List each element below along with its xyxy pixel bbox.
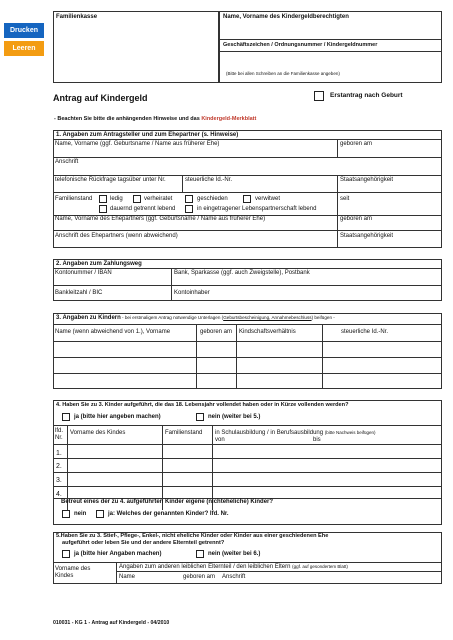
- dauernd-checkbox[interactable]: [99, 205, 107, 213]
- s3-col-name: Name (wenn abweichend von 1.), Vorname: [55, 329, 171, 335]
- dauernd-label: dauernd getrennt lebend: [110, 206, 176, 212]
- s4-col-familienstand: Familienstand: [165, 430, 203, 436]
- s4-ja-label: ja (bitte hier angeben machen): [74, 414, 161, 420]
- ehepartner-name-label: Name, Vorname des Ehepartners (ggf. Geburtsname / Name aus früherer Ehe): [55, 216, 266, 222]
- geschieden-checkbox[interactable]: [185, 195, 193, 203]
- s4-row-4: 4.: [56, 491, 62, 498]
- merkblatt-link[interactable]: Kindergeld-Merkblatt: [201, 116, 257, 122]
- s2-title: 2. Angaben zum Zahlungsweg: [56, 261, 142, 267]
- s5-kindes: Kindes: [55, 573, 74, 579]
- s4-ja2-checkbox[interactable]: [96, 510, 104, 518]
- s3-title: 3. Angaben zu Kindern - bei erstmaligem Antrag notwendige Unterlagen (Geburtsbescheinigung, Annahmebeschluss) beifügen -: [56, 315, 335, 321]
- s4-nein2-label: nein: [74, 511, 87, 517]
- erstantrag-checkbox[interactable]: [314, 91, 324, 101]
- page-title: Antrag auf Kindergeld: [53, 93, 148, 103]
- s4-col-von: von: [215, 437, 225, 443]
- ledig-label: ledig: [110, 196, 123, 202]
- ledig-checkbox[interactable]: [99, 195, 107, 203]
- s4-col-bis: bis: [313, 437, 321, 443]
- s4-title: 4. Haben Sie zu 3. Kinder aufgeführt, die das 18. Lebensjahr vollendet haben oder in Kürze vollenden werden?: [56, 402, 349, 408]
- s5-title: 5.Haben Sie zu 3. Stief-, Pflege-, Enkel-, nicht eheliche Kinder oder Kinder aus einer geschiedenen Ehe: [56, 533, 329, 539]
- s1-title: 1. Angaben zum Antragsteller und zum Ehepartner (s. Hinweise): [56, 132, 239, 138]
- s1-steuer-label: steuerliche Id.-Nr.: [185, 177, 233, 183]
- s4-col-nr: Nr.: [55, 435, 63, 441]
- geschaeftszeichen-label: Geschäftszeichen / Ordnungsnummer / Kindergeldnummer: [223, 42, 378, 48]
- s1-staat-label: Staatsangehörigkeit: [340, 177, 394, 183]
- clear-button[interactable]: Leeren: [4, 41, 44, 56]
- s5-geboren: geboren am: [183, 574, 216, 580]
- s5-title2: aufgeführt oder leben Sie und der andere Elternteil getrennt?: [62, 540, 225, 546]
- s5-ja-checkbox[interactable]: [62, 550, 70, 558]
- hinweis-note: - Beachten Sie bitte die anhängenden Hinweise und das Kindergeld-Merkblatt: [54, 116, 257, 122]
- erstantrag-label: Erstantrag nach Geburt: [330, 92, 403, 99]
- s3-col-geboren: geboren am: [200, 329, 233, 335]
- s4-col-ausbildung: in Schulausbildung / in Berufsausbildung (bitte Nachweis beifügen): [215, 430, 376, 436]
- blz-label: Bankleitzahl / BIC: [55, 290, 103, 296]
- s5-anschrift: Anschrift: [222, 574, 246, 580]
- s1-geboren-label: geboren am: [340, 141, 373, 147]
- s4-nein2-checkbox[interactable]: [62, 510, 70, 518]
- s4-col-vorname: Vorname des Kindes: [70, 430, 126, 436]
- verwitwet-label: verwitwet: [255, 196, 281, 202]
- s4-row-1: 1.: [56, 450, 62, 457]
- s4-col-lfd: lfd.: [55, 428, 64, 434]
- anschrift-ehe-label: Anschrift des Ehepartners (wenn abweichend): [55, 233, 178, 239]
- konto-label: Kontonummer / IBAN: [55, 270, 112, 276]
- s3-col-steuer: steuerliche Id.-Nr.: [341, 329, 389, 335]
- footer: 010031 - KG 1 - Antrag auf Kindergeld - 04/2010: [53, 620, 170, 626]
- s1-anschrift-label: Anschrift: [55, 159, 79, 165]
- s4-betreut: Betreut eines der zu 4. aufgeführten Kinder eigene (nichteheliche) Kinder?: [61, 499, 274, 505]
- s1-telefon-label: telefonische Rückfrage tagsüber unter Nr.: [55, 177, 166, 183]
- s4-row-2: 2.: [56, 463, 62, 470]
- berechtigter-label: Name, Vorname des Kindergeldberechtigten: [223, 14, 349, 20]
- geschaeftszeichen-hint: (Bitte bei allen Schreiben an die Familienkasse angeben): [226, 71, 340, 76]
- familienkasse-field[interactable]: [53, 11, 219, 83]
- verheiratet-checkbox[interactable]: [133, 195, 141, 203]
- s4-row-3: 3.: [56, 477, 62, 484]
- verwitwet-checkbox[interactable]: [243, 195, 251, 203]
- s1-familienstand-label: Familienstand: [55, 196, 93, 202]
- s5-angaben: Angaben zum anderen leiblichen Elternteil / den leiblichen Eltern (ggf. auf gesondertem Blatt): [119, 564, 348, 570]
- s5-vorname: Vorname des: [55, 566, 91, 572]
- bank-label: Bank, Sparkasse (ggf. auch Zweigstelle), Postbank: [174, 270, 310, 276]
- inhaber-label: Kontoinhaber: [174, 290, 210, 296]
- s1-name-label: Name, Vorname (ggf. Geburtsname / Name aus früherer Ehe): [55, 141, 220, 147]
- s5-name: Name: [119, 574, 136, 580]
- familienkasse-label: Familienkasse: [56, 14, 98, 20]
- s5-nein-label: nein (weiter bei 6.): [208, 551, 261, 557]
- staat2-label: Staatsangehörigkeit: [340, 233, 394, 239]
- print-button[interactable]: Drucken: [4, 23, 44, 38]
- seit-label: seit: [340, 196, 350, 202]
- s4-nein-label: nein (weiter bei 5.): [208, 414, 261, 420]
- geboren2-label: geboren am: [340, 216, 373, 222]
- lebenspartner-checkbox[interactable]: [185, 205, 193, 213]
- s4-ja-checkbox[interactable]: [62, 413, 70, 421]
- geschieden-label: geschieden: [197, 196, 228, 202]
- lebenspartner-label: in eingetragener Lebenspartnerschaft lebend: [197, 206, 317, 212]
- s4-nein-checkbox[interactable]: [196, 413, 204, 421]
- s3-col-verh: Kindschaftsverhältnis: [239, 329, 296, 335]
- s5-nein-checkbox[interactable]: [196, 550, 204, 558]
- s5-ja-label: ja (bitte hier Angaben machen): [74, 551, 162, 557]
- verheiratet-label: verheiratet: [144, 196, 173, 202]
- s4-ja2-label: ja: Welches der genannten Kinder? lfd. Nr.: [108, 511, 229, 517]
